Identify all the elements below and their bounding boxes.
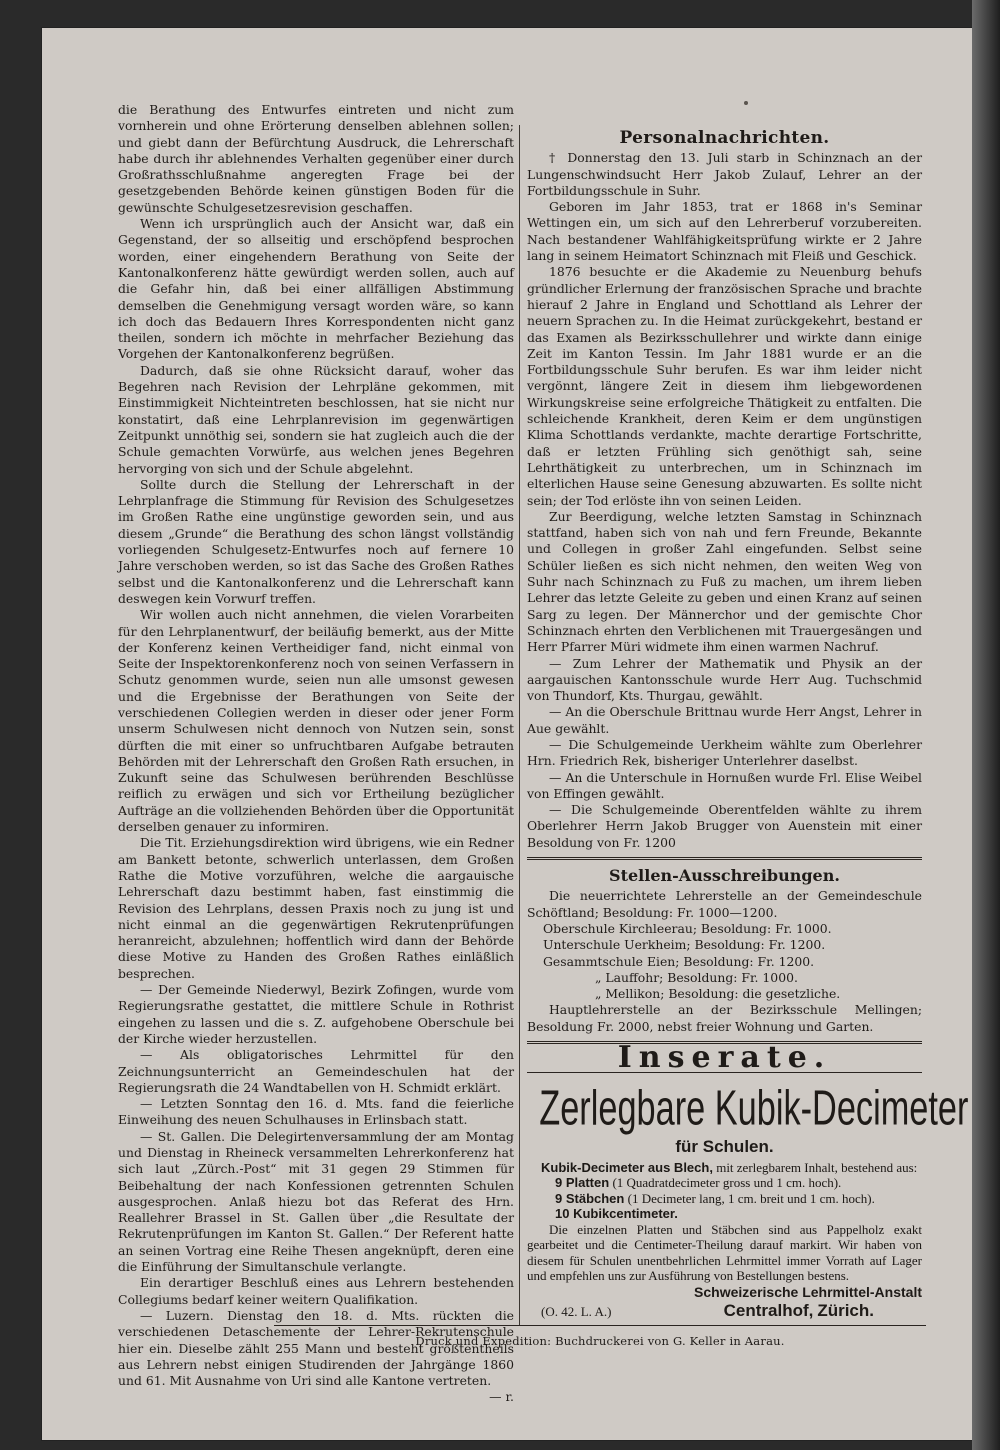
section-rule [527,857,922,860]
appointment-item: — Die Schulgemeinde Oberentfelden wählte zu ihrem Oberlehrer Herrn Jakob Brugger von Auenstein mit einer Besoldung von Fr. 1200 [527,802,922,850]
appointment-item: — An die Oberschule Brittnau wurde Herr Angst, Lehrer in Aue gewählt. [527,704,922,736]
news-item: — Der Gemeinde Niederwyl, Bezirk Zofingen, wurde vom Regierungsrathe gestattet, die mittlere Schule in Rothrist eingehen zu lassen und die s. Z. aufgehobene Oberschule bei der Kirche wieder herzustellen. [118,982,514,1046]
advertisement [527,1081,969,1320]
ad-item-rest: (1 Quadratdecimeter gross und 1 cm. hoch). [609,1175,842,1191]
vacancy-item: Die neuerrichtete Lehrerstelle an der Gemeindeschule Schöftland; Besoldung: Fr. 1000—1200. [527,888,922,920]
vacancy-item: Oberschule Kirchleerau; Besoldung: Fr. 1000. [543,920,832,936]
vacancy-item: „ Mellikon; Besoldung: die gesetzliche. [595,986,841,1002]
ad-intro [527,1160,922,1176]
ad-list-item [527,1206,922,1222]
ad-subheadline: für Schulen. [675,1137,774,1157]
ad-description: Die einzelnen Platten und Stäbchen sind aus Pappelholz exakt gearbeitet und die Centimeter-Theilung darauf markirt. Wir haben von diesem für Schulen unentbehrlichen Lehrmittel immer Vorrath auf Lager und empfehlen uns zur Ausführung von Bestellungen bestens. [527,1221,922,1284]
ad-firm-name: Schweizerische Lehrmittel-Anstalt [694,1283,922,1300]
news-item: — Luzern. Dienstag den 18. d. Mts. rückten die verschiedenen Detaschemente der Lehrer-Rekrutenschule hier ein. Dieselbe zählt 255 Mann und besteht größtentheils aus Lehrern nebst einigen Studirenden der Jahrgänge 1860 und 61. Mit Ausnahme von Uri sind alle Kantone vertreten. [118,1307,514,1389]
personal-heading: Personalnachrichten. [619,128,830,148]
ad-body [527,1160,922,1284]
article-paragraph: Die Tit. Erziehungsdirektion wird übrigens, wie ein Redner am Bankett betonte, schwerlich unterlassen, dem Großen Rathe die Motive vorzuführen, welche die aargauische Lehrerschaft dazu bestimmt haben, fast einstimmig die Revision des Lehrplans, dessen Praxis noch zu jung ist und nicht einmal an die gegenwärtigen Rekrutenprüfungen heranreicht, abzulehnen; hoffentlich wird dann der Behörde diese Motive zu Handen des Großen Rathes einläßlich besprechen. [118,835,514,981]
vacancy-item: Hauptlehrerstelle an der Bezirksschule Mellingen; Besoldung Fr. 2000, nebst freier Wohnung und Garten. [527,1002,922,1034]
ad-address-line [723,1300,922,1320]
obituary-paragraph: Zur Beerdigung, welche letzten Samstag in Schinznach stattfand, haben sich von nah und fern Freunde, Bekannte und Collegen in großer Zahl eingefunden. Selbst seine Schüler ließen es sich nicht nehmen, den weiten Weg von Suhr nach Schinznach zu Fuß zu machen, um ihrem lieben Lehrer das letzte Geleite zu geben und einen Kranz auf seinen Sarg zu legen. Der Männerchor und der gemischte Chor Schinznach ehrten den Verblichenen mit Trauergesängen und Herr Pfarrer Müri widmete ihm einen warmen Nachruf. [527,508,922,655]
ad-city: Zürich. [817,1300,874,1320]
ad-code: (O. 42. L. A.) [541,1303,612,1319]
stellen-heading: Stellen-Ausschreibungen. [609,866,840,886]
ad-list-item [527,1191,922,1207]
article-paragraph: Sollte durch die Stellung der Lehrerschaft in der Lehrplanfrage die Stimmung für Revision des Schulgesetzes im Großen Rathe eine ungünstige geworden sein, und aus diesem „Grunde“ die Berathung des schon längst vollständig vorliegenden Schulgesetz-Entwurfes noch auf fernere 10 Jahre verschoben werden, so ist das Sache des Großen Rathes selbst und die Kantonalkonferenz und die Lehrerschaft kann deswegen kein Vorwurf treffen. [118,476,514,606]
ad-intro-bold: Kubik-Decimeter aus Blech, [541,1159,713,1175]
stellen-section [527,888,922,1035]
article-paragraph: Dadurch, daß sie ohne Rücksicht darauf, woher das Begehren nach Revision der Lehrpläne gekommen, mit Einstimmigkeit Nichteintreten beschlossen, hat sie nicht nur konstatirt, daß eine Lehrplanrevision im gegenwärtigen Zeitpunkt unnöthig sei, sondern sie hat zugleich auch die der Schule gemachten Vorwürfe, aus welchen jenes Begehren hervorging von sich und der Schule abgelehnt. [118,362,514,476]
left-column [118,102,514,1406]
appointment-item: — Zum Lehrer der Mathematik und Physik an der aargauischen Kantonsschule wurde Herr Aug. Tuchschmid von Thundorf, Kts. Thurgau, gewählt. [527,655,922,704]
obituary-paragraph: † Donnerstag den 13. Juli starb in Schinznach an der Lungenschwindsucht Herr Jakob Zulauf, Lehrer an der Fortbildungsschule in Suhr. [527,150,922,198]
ad-intro-rest: mit zerlegbarem Inhalt, bestehend aus: [712,1159,918,1175]
ad-list-item [527,1175,922,1191]
ad-headline: Zerlegbare Kubik-Decimeter [539,1081,969,1137]
article-paragraph: Wir wollen auch nicht annehmen, die vielen Vorarbeiten für den Lehrplanentwurf, der beiläufig bemerkt, aus der Mitte der Konferenz keinen Vertheidiger fand, nicht einmal von Seite der Inspektorenkonferenz noch von seinen Verfassern in Schutz genommen wurde, seien nun alle umsonst gewesen und die Ergebnisse der Berathungen von Seite der verschiedenen Collegien werden in dieser oder jener Form unserm Schulwesen nicht dennoch von Nutzen sein, sonst dürften die mit einer so unfruchtbaren Aufgabe betrauten Behörden mit der Lehrerschaft den Großen Rath ersuchen, in Zukunft seine das Schulwesen berührenden Beschlüsse reiflich zu erwägen und sich vor Ertheilung bezüglicher Aufträge an die vollziehenden Behörden über die Opportunität derselben genauer zu informiren. [118,607,514,835]
ad-firm-row [527,1300,922,1320]
ad-item-rest: (1 Decimeter lang, 1 cm. breit und 1 cm. hoch). [624,1190,875,1206]
news-item: — Als obligatorisches Lehrmittel für den Zeichnungsunterricht an Gemeindeschulen hat der Regierungsrath die 24 Wandtabellen von H. Schmidt erklärt. [118,1047,514,1095]
article-paragraph: Wenn ich ursprünglich auch der Ansicht war, daß ein Gegenstand, der so allseitig und erschöpfend besprochen worden, einer eingehendern Berathung von Seite der Kantonalkonferenz hätte gewürdigt werden sollen, auch auf die Gefahr hin, daß bei einer allfälligen Abstimmung demselben die Genehmigung versagt worden wäre, so kann ich doch das Bedauern Ihres Korrespondenten nicht ganz theilen, sondern ich möchte in mehrfacher Beziehung das Vorgehen der Kantonalkonferenz begrüßen. [118,216,514,362]
article-paragraph: die Berathung des Entwurfes eintreten und nicht zum vornherein und ohne Erörterung denselben ablehnen sollen; und giebt dann der Befürchtung Ausdruck, die Lehrerschaft habe durch ihr ablehnendes Verhalten gegenüber einer durch Großrathsschlußnahme angeregten Frage bei der gesetzgebenden Behörde keinen günstigen Boden für die gewünschte Schulgesetzesrevision geschaffen. [118,102,514,215]
footer-rule [274,1325,926,1326]
right-column [527,102,969,1320]
imprint-footer: Druck und Expedition: Buchdruckerei von G. Keller in Aarau. [415,1334,785,1348]
ad-item-bold: 9 Stäbchen [555,1190,625,1206]
obituary-paragraph: 1876 besuchte er die Akademie zu Neuenburg behufs gründlicher Erlernung der französischen Sprache und brachte hierauf 2 Jahre in England und Schottland als Lehrer der neuern Sprachen zu. In die Heimat zurückgekehrt, bestand er das Examen als Bezirksschullehrer und wirkte dann einige Zeit im Kanton Tessin. Im Jahr 1881 wurde er an die Fortbildungsschule Suhr berufen. Es war ihm leider nicht vergönnt, längere Zeit in diesem ihm liebgewordenen Wirkungskreise seine erfolgreiche Thätigkeit zu entfalten. Die schleichende Krankheit, deren Keim er dem ungünstigen Klima Schottlands verdankte, machte derartige Fortschritte, daß er letzten Frühling sich genöthigt sah, seine Lehrthätigkeit zu unterbrechen, um in Schinznach im elterlichen Hause seine Genesung abzuwarten. Es sollte nicht sein; der Tod erlöste ihn von seinen Leiden. [527,264,922,508]
ad-item-bold: 9 Platten [555,1175,610,1191]
obituary-paragraph: Geboren im Jahr 1853, trat er 1868 in's Seminar Wettingen ein, um sich auf den Lehrerberuf vorzubereiten. Nach bestandener Wahlfähigkeitsprüfung wirkte er 2 Jahre lang in seinem Heimatort Schinznach mit Fleiß und Geschick. [527,199,922,264]
personal-section [527,150,922,851]
news-item: — St. Gallen. Die Delegirtenversammlung der am Montag und Dienstag in Rheineck versammelten Lehrerkonferenz hat sich laut „Zürch.-Post“ mit 31 gegen 29 Stimmen für Beibehaltung der nach Konfessionen getrennten Schulen ausgesprochen. Anlaß hiezu bot das Referat des Hrn. Reallehrer Brassel in St. Gallen über „die Resultate der Rekrutenprüfungen im Kanton St. Gallen.“ Der Referent hatte an seinen Vortrag eine Reihe Thesen angeknüpft, deren eine die Einführung der Simultanschule verlangte. [118,1128,514,1275]
vacancy-item: Unterschule Uerkheim; Besoldung: Fr. 1200. [543,937,826,953]
author-signoff: — r. [489,1389,514,1405]
inserate-heading: Inserate. [617,1040,832,1076]
vacancy-item: Gesammtschule Eien; Besoldung: Fr. 1200. [543,953,815,969]
ad-item-bold: 10 Kubikcentimeter. [555,1206,678,1222]
page-edge-shadow [972,0,1000,1450]
appointment-item: — Die Schulgemeinde Uerkheim wählte zum Oberlehrer Hrn. Friedrich Rek, bisheriger Unterlehrer daselbst. [527,736,922,769]
ad-address: Centralhof, [723,1300,814,1320]
appointment-item: — An die Unterschule in Hornußen wurde Frl. Elise Weibel von Effingen gewählt. [527,769,922,801]
news-item: Ein derartiger Beschluß eines aus Lehrern bestehenden Collegiums bedarf keiner weitern Qualifikation. [118,1275,514,1307]
news-item: — Letzten Sonntag den 16. d. Mts. fand die feierliche Einweihung des neuen Schulhauses in Erlinsbach statt. [118,1096,514,1128]
vacancy-item: „ Lauffohr; Besoldung: Fr. 1000. [595,969,798,985]
column-divider [519,125,520,1325]
